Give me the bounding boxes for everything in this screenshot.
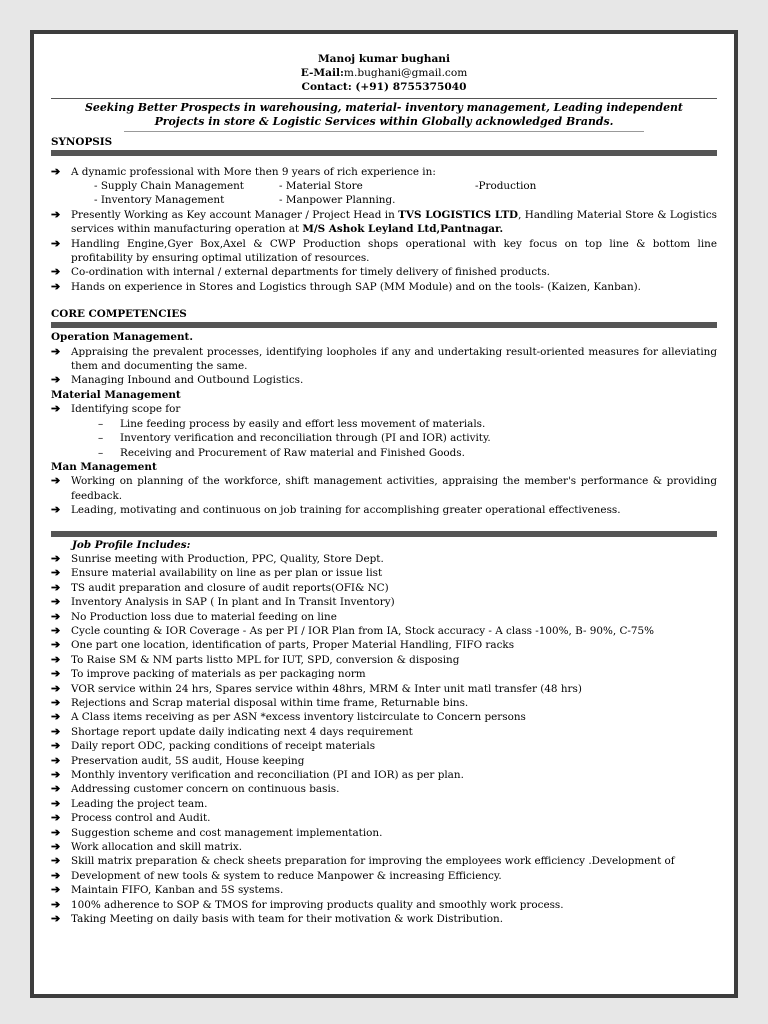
current-client: M/S Ashok Leyland Ltd,Pantnagar. (302, 223, 504, 236)
list-item (51, 869, 717, 883)
arrow-right-icon: ➔ (51, 667, 61, 681)
arrow-right-icon: ➔ (51, 609, 61, 623)
list-item (51, 280, 717, 294)
sub-list-item (51, 431, 717, 445)
arrow-right-icon: ➔ (51, 638, 61, 652)
competency-item: Appraising the prevalent processes, identifying loopholes if any and undertaking result-oriented measures for alleviating them and documenting the same. (71, 345, 717, 373)
job-profile-item: Cycle counting & IOR Coverage - As per PI / IOR Plan from IA, Stock accuracy - A class -100%, B- 90%, C-75% (71, 624, 655, 637)
list-item (51, 797, 717, 811)
competency-item: Leading, motivating and continuous on job training for accomplishing greater operational effectiveness. (71, 504, 621, 517)
arrow-right-icon: ➔ (51, 825, 61, 839)
list-item (51, 638, 717, 652)
candidate-contact: Contact: (+91) 8755375040 (301, 81, 467, 94)
arrow-right-icon: ➔ (51, 623, 61, 637)
arrow-right-icon: ➔ (51, 854, 61, 868)
arrow-right-icon: ➔ (51, 402, 61, 416)
job-profile-item: Maintain FIFO, Kanban and 5S systems. (71, 884, 284, 897)
arrow-right-icon: ➔ (51, 551, 61, 565)
arrow-right-icon: ➔ (51, 652, 61, 666)
list-item (51, 474, 717, 503)
arrow-right-icon: ➔ (51, 265, 61, 279)
arrow-right-icon: ➔ (51, 782, 61, 796)
job-profile-item: Shortage report update daily indicating next 4 days requirement (71, 725, 413, 738)
material-management-heading: Material Management (51, 388, 181, 401)
email-label: E-Mail: (300, 67, 344, 80)
current-role-text-2: , Handling Material Store & Logistics services within manufacturing operation at (71, 208, 717, 236)
list-item (51, 208, 717, 237)
area-item: - Manpower Planning. (279, 194, 396, 207)
man-management-heading: Man Management (51, 460, 157, 473)
competency-item: Identifying scope for (71, 403, 181, 416)
current-company: TVS LOGISTICS LTD (398, 208, 519, 221)
arrow-right-icon: ➔ (51, 868, 61, 882)
list-item (51, 912, 717, 926)
job-profile-item: Process control and Audit. (71, 812, 211, 825)
list-item (51, 696, 717, 710)
synopsis-list (51, 165, 717, 295)
list-item (51, 854, 717, 868)
job-profile-item: Addressing customer concern on continuous basis. (71, 783, 340, 796)
list-item (51, 826, 717, 840)
list-item (51, 237, 717, 266)
arrow-right-icon: ➔ (51, 710, 61, 724)
area-item: -Production (475, 180, 537, 193)
arrow-right-icon: ➔ (51, 580, 61, 594)
tagline-divider (124, 131, 644, 132)
synopsis-intro: A dynamic professional with More then 9 years of rich experience in: (71, 165, 436, 178)
core-rule (51, 322, 717, 328)
list-item (51, 595, 717, 609)
list-item (51, 610, 717, 624)
arrow-right-icon: ➔ (51, 883, 61, 897)
dash-bullet: – (98, 432, 104, 445)
area-item (475, 193, 717, 207)
arrow-right-icon: ➔ (51, 474, 61, 488)
list-item (51, 373, 717, 387)
arrow-right-icon: ➔ (51, 595, 61, 609)
arrow-right-icon: ➔ (51, 236, 61, 250)
candidate-name: Manoj kumar bughani (317, 53, 451, 65)
resume-header (51, 52, 717, 95)
arrow-right-icon: ➔ (51, 912, 61, 926)
arrow-right-icon: ➔ (51, 768, 61, 782)
list-item (51, 739, 717, 753)
arrow-right-icon: ➔ (51, 696, 61, 710)
job-profile-rule (51, 531, 717, 537)
sub-item-text: Inventory verification and reconciliation through (PI and IOR) activity. (120, 432, 491, 445)
sub-item-text: Receiving and Procurement of Raw material and Finished Goods. (120, 446, 465, 459)
list-item (51, 725, 717, 739)
dash-bullet: – (98, 446, 104, 459)
job-profile-item: Skill matrix preparation & check sheets preparation for improving the employees work efficiency .Development of (71, 855, 675, 868)
area-item: - Inventory Management (94, 194, 225, 207)
list-item (51, 552, 717, 566)
list-item (51, 667, 717, 681)
list-item (51, 840, 717, 854)
job-profile-item: No Production loss due to material feeding on line (71, 610, 337, 623)
job-profile-item: To improve packing of materials as per packaging norm (71, 668, 366, 681)
list-item (51, 768, 717, 782)
experience-areas (51, 179, 717, 208)
arrow-right-icon: ➔ (51, 164, 61, 178)
current-role-text: Presently Working as Key account Manager / Project Head in (71, 208, 399, 221)
arrow-right-icon: ➔ (51, 753, 61, 767)
job-profile-item: Daily report ODC, packing conditions of receipt materials (71, 740, 376, 753)
competency-item: Working on planning of the workforce, shift management activities, appraising the member's performance & providing feedback. (71, 475, 717, 502)
job-profile-item: VOR service within 24 hrs, Spares service within 48hrs, MRM & Inter unit matl transfer (48 hrs) (71, 682, 582, 695)
arrow-right-icon: ➔ (51, 373, 61, 387)
job-profile-list (51, 552, 717, 927)
resume-content (51, 52, 717, 927)
list-item (51, 811, 717, 825)
arrow-right-icon: ➔ (51, 724, 61, 738)
arrow-right-icon: ➔ (51, 344, 61, 358)
arrow-right-icon: ➔ (51, 279, 61, 293)
list-item (51, 754, 717, 768)
job-profile-item: Sunrise meeting with Production, PPC, Quality, Store Dept. (71, 552, 384, 565)
synopsis-rule (51, 150, 717, 156)
job-profile-item: Suggestion scheme and cost management implementation. (71, 826, 383, 839)
job-profile-item: 100% adherence to SOP & TMOS for improving products quality and smoothly work process. (71, 898, 564, 911)
synopsis-title: SYNOPSIS (51, 135, 113, 148)
competency-item: Managing Inbound and Outbound Logistics. (71, 374, 304, 387)
list-item (51, 710, 717, 724)
arrow-right-icon: ➔ (51, 503, 61, 517)
list-item (51, 883, 717, 897)
area-item: - Supply Chain Management (94, 180, 244, 193)
arrow-right-icon: ➔ (51, 681, 61, 695)
job-profile-item: A Class items receiving as per ASN *excess inventory listcirculate to Concern persons (71, 711, 526, 724)
arrow-right-icon: ➔ (51, 207, 61, 221)
arrow-right-icon: ➔ (51, 739, 61, 753)
job-profile-item: Preservation audit, 5S audit, House keeping (71, 754, 305, 767)
list-item (51, 682, 717, 696)
list-item (51, 503, 717, 517)
synopsis-item: Co-ordination with internal / external departments for timely delivery of finished products. (71, 266, 550, 279)
candidate-email (51, 66, 717, 80)
current-role (71, 208, 717, 237)
header-divider (51, 98, 717, 99)
core-competencies (51, 330, 717, 517)
job-profile-item: Rejections and Scrap material disposal within time frame, Returnable bins. (71, 697, 469, 710)
list-item (51, 402, 717, 416)
list-item (51, 782, 717, 796)
list-item (51, 581, 717, 595)
list-item (51, 345, 717, 374)
list-item (51, 265, 717, 279)
objective-tagline: Seeking Better Prospects in warehousing, material- inventory management, Leading independent Projects in store & Logistic Services within Globally acknowledged Brands. (85, 100, 683, 128)
email-value: m.bughani@gmail.com (343, 67, 468, 80)
list-item (51, 566, 717, 580)
job-profile-item: Leading the project team. (71, 797, 208, 810)
job-profile-heading: Job Profile Includes: (72, 538, 191, 551)
job-profile-item: To Raise SM & NM parts listto MPL for IUT, SPD, conversion & disposing (71, 653, 460, 666)
sub-list-item (51, 417, 717, 431)
arrow-right-icon: ➔ (51, 566, 61, 580)
job-profile-item: TS audit preparation and closure of audit reports(OFI& NC) (71, 581, 389, 594)
arrow-right-icon: ➔ (51, 897, 61, 911)
job-profile-item: Development of new tools & system to reduce Manpower & increasing Efficiency. (71, 869, 502, 882)
area-item: - Material Store (279, 180, 363, 193)
job-profile-item: One part one location, identification of parts, Proper Material Handling, FIFO racks (71, 639, 515, 652)
arrow-right-icon: ➔ (51, 840, 61, 854)
list-item (51, 165, 717, 179)
core-competencies-title: CORE COMPETENCIES (51, 308, 187, 321)
dash-bullet: – (98, 417, 104, 430)
job-profile-item: Monthly inventory verification and reconciliation (PI and IOR) as per plan. (71, 769, 464, 782)
synopsis-item: Handling Engine,Gyer Box,Axel & CWP Production shops operational with key focus on top line & bottom line profitability by ensuring optimal utilization of resources. (71, 237, 717, 265)
sub-item-text: Line feeding process by easily and effort less movement of materials. (120, 417, 486, 430)
sub-list-item (51, 446, 717, 460)
job-profile-item: Inventory Analysis in SAP ( In plant and In Transit Inventory) (71, 596, 395, 609)
resume-page (30, 30, 738, 998)
job-profile-item: Taking Meeting on daily basis with team for their motivation & work Distribution. (71, 913, 503, 926)
arrow-right-icon: ➔ (51, 796, 61, 810)
job-profile-item: Work allocation and skill matrix. (71, 841, 243, 854)
job-profile-item: Ensure material availability on line as per plan or issue list (71, 567, 383, 580)
operation-management-heading: Operation Management. (51, 331, 193, 344)
arrow-right-icon: ➔ (51, 811, 61, 825)
list-item (51, 898, 717, 912)
synopsis-item: Hands on experience in Stores and Logistics through SAP (MM Module) and on the tools- (Kaizen, Kanban). (71, 280, 641, 293)
list-item (51, 653, 717, 667)
list-item (51, 624, 717, 638)
